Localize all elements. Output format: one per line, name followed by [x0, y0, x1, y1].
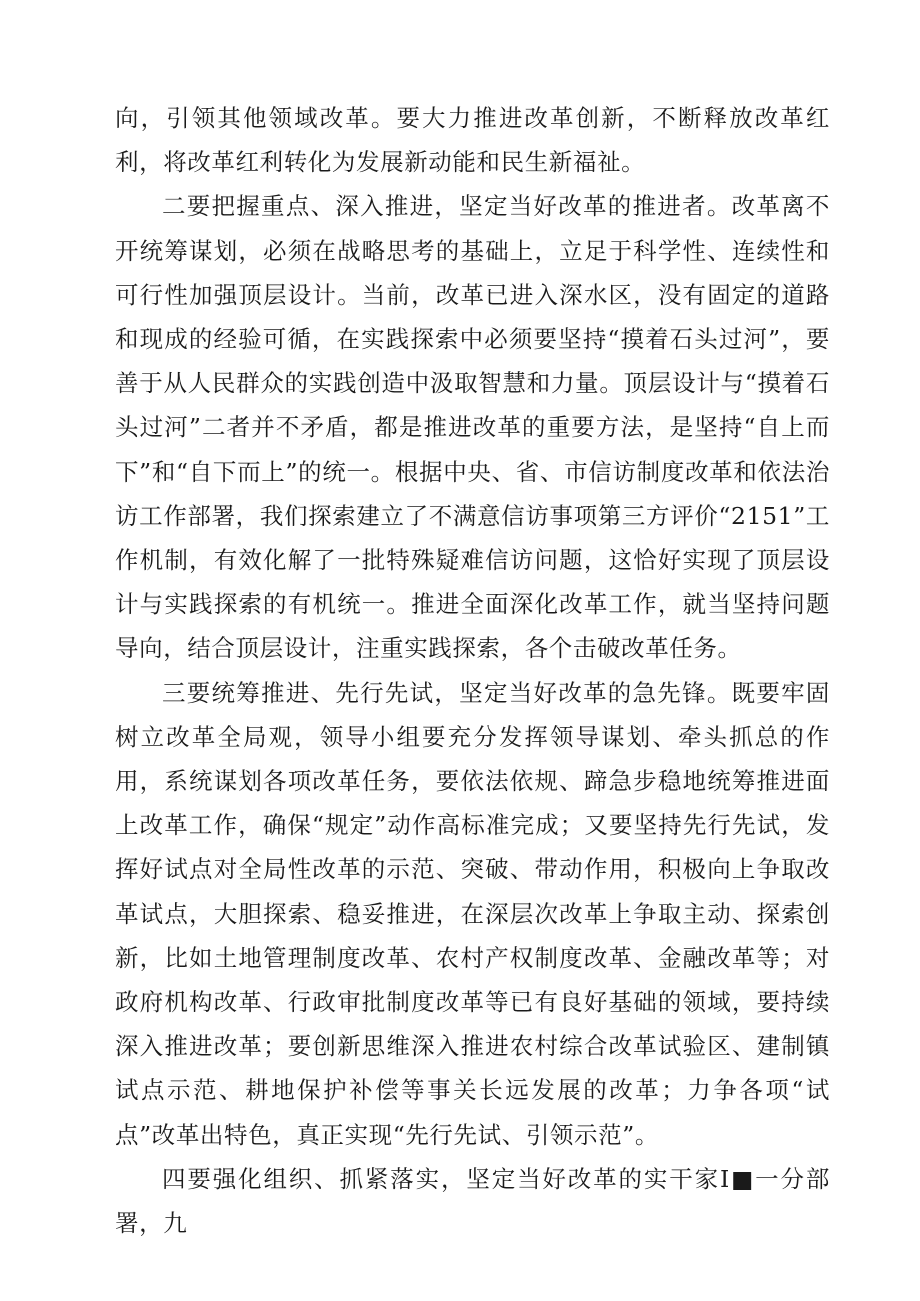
paragraph-point-four: 四要强化组织、抓紧落实，坚定当好改革的实干家I■一分部署，九 — [115, 1164, 830, 1238]
document-body — [115, 96, 830, 1245]
paragraph-point-three: 三要统筹推进、先行先试，坚定当好改革的急先锋。既要牢固树立改革全局观，领导小组要充分发挥领导谋划、牵头抓总的作用，系统谋划各项改革任务，要依法依规、蹄急步稳地统筹推进面上改革工作，确保“规定”动作高标准完成；又要坚持先行先试，发挥好试点对全局性改革的示范、突破、带动作用，积极向上争取改革试点，大胆探索、稳妥推进，在深层次改革上争取主动、探索创新，比如土地管理制度改革、农村产权制度改革、金融改革等；对政府机构改革、行政审批制度改革等已有良好基础的领域，要持续深入推进改革；要创新思维深入推进农村综合改革试验区、建制镇试点示范、耕地保护补偿等事关长远发展的改革；力争各项“试点”改革出特色，真正实现“先行先试、引领示范”。 — [115, 678, 830, 1149]
paragraph-point-two: 二要把握重点、深入推进，坚定当好改革的推进者。改革离不开统筹谋划，必须在战略思考的基础上，立足于科学性、连续性和可行性加强顶层设计。当前，改革已进入深水区，没有固定的道路和现成的经验可循，在实践探索中必须要坚持“摸着石头过河”，要善于从人民群众的实践创造中汲取智慧和力量。顶层设计与“摸着石头过河”二者并不矛盾，都是推进改革的重要方法，是坚持“自上而下”和“自下而上”的统一。根据中央、省、市信访制度改革和依法治访工作部署，我们探索建立了不满意信访事项第三方评价“2151”工作机制，有效化解了一批特殊疑难信访问题，这恰好实现了顶层设计与实践探索的有机统一。推进全面深化改革工作，就当坚持问题导向，结合顶层设计，注重实践探索，各个击破改革任务。 — [115, 192, 830, 663]
paragraph-continuation: 向，引领其他领域改革。要大力推进改革创新，不断释放改革红利，将改革红利转化为发展新动能和民生新福祉。 — [115, 104, 830, 177]
